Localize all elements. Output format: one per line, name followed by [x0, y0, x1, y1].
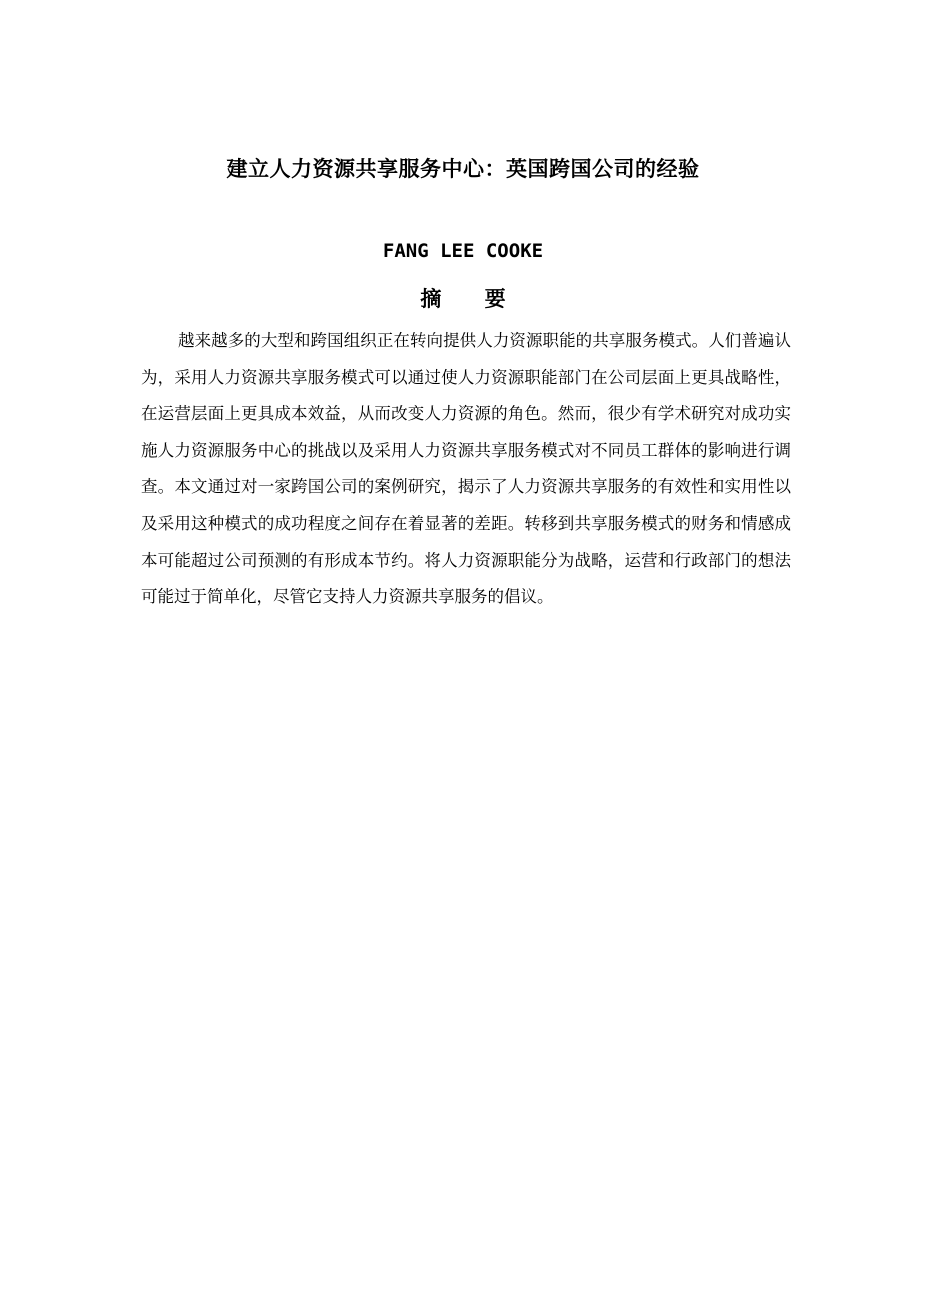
author-name: FANG LEE COOKE [382, 240, 544, 262]
abstract-paragraph: 越来越多的大型和跨国组织正在转向提供人力资源职能的共享服务模式。人们普遍认为，采用人力资源共享服务模式可以通过使人力资源职能部门在公司层面上更具战略性，在运营层面上更具成本效益，从而改变人力资源的角色。然而，很少有学术研究对成功实施人力资源服务中心的挑战以及采用人力资源共享服务模式对不同员工群体的影响进行调查。本文通过对一家跨国公司的案例研究，揭示了人力资源共享服务的有效性和实用性以及采用这种模式的成功程度之间存在着显著的差距。转移到共享服务模式的财务和情感成本可能超过公司预测的有形成本节约。将人力资源职能分为战略，运营和行政部门的想法可能过于简单化，尽管它支持人力资源共享服务的倡议。 [141, 331, 791, 607]
abstract-heading: 摘 要 [420, 287, 524, 311]
document-title: 建立人力资源共享服务中心：英国跨国公司的经验 [226, 157, 700, 181]
